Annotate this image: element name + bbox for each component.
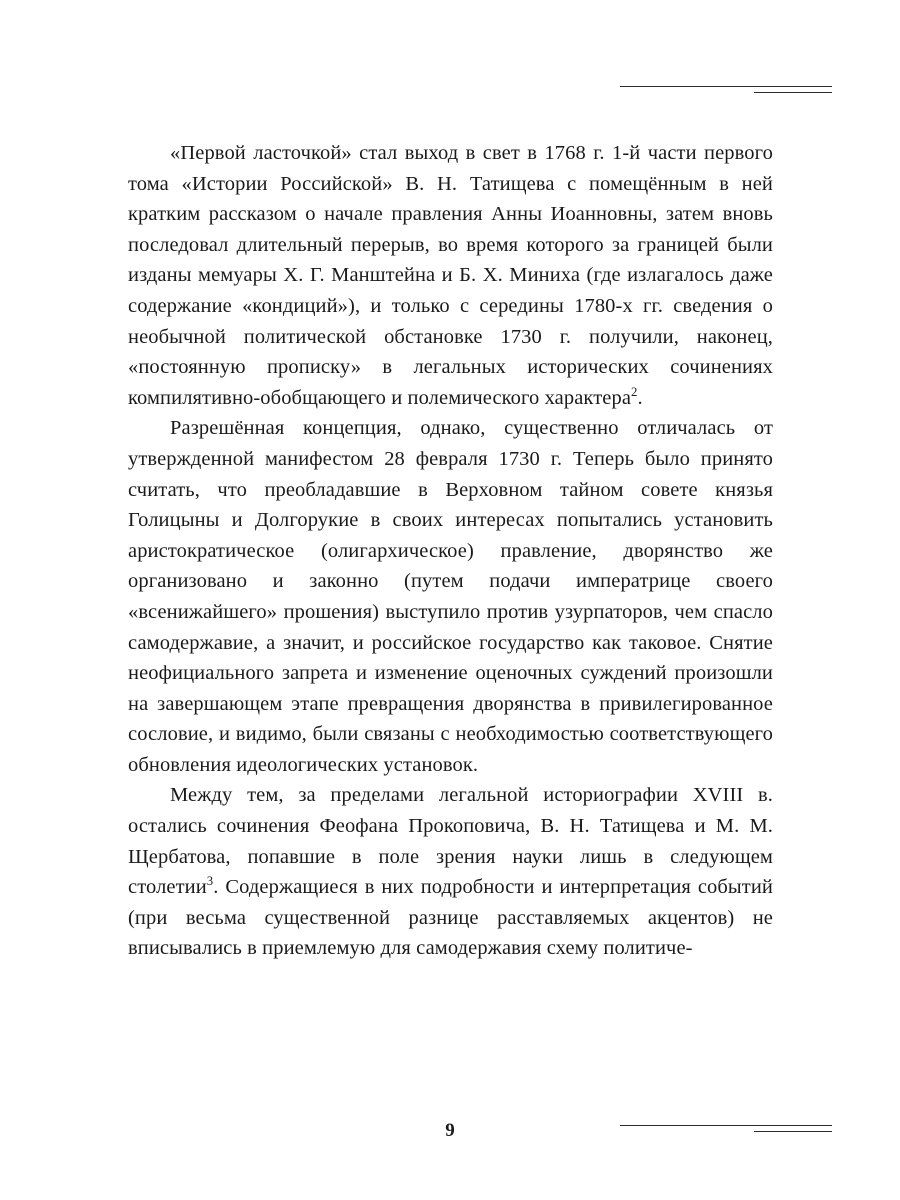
footnote-marker-2: 2 bbox=[631, 384, 638, 399]
paragraph-2-text: Разрешённая концепция, однако, существенно отличалась от утвержденной манифестом 28 февраля 1730 г. Теперь было принято считать, что преобладавшие в Верховном тайном совете князья Голицыны и Долгорукие в своих интересах попытались установить аристократическое (олигархическое) правление, дворянство же организовано и законно (путем подачи императрице своего «всенижайшего» прошения) выступило против узурпаторов, чем спасло самодержавие, а значит, и российское государство как таковое. Снятие неофициального запрета и изменение оценочных суждений произошли на завершающем этапе превращения дворянства в привилегированное сословие, и видимо, были связаны с необходимостью соответствующего обновления идеологических установок. bbox=[128, 417, 773, 776]
paragraph-1-tail: . bbox=[637, 386, 643, 409]
paragraph-3-text: Между тем, за пределами легальной историографии XVIII в. остались сочинения Феофана Прокоповича, В. Н. Татищева и М. М. Щербатова, попавшие в поле зрения науки лишь в следующем столетии bbox=[128, 784, 773, 899]
paragraph-2 bbox=[128, 413, 773, 780]
paragraph-3-tail: . Содержащиеся в них подробности и интерпретация событий (при весьма существенной разнице расставляемых акцентов) не вписывались в приемлемую для самодержавия схему политиче- bbox=[128, 876, 773, 960]
header-rule-long bbox=[620, 86, 832, 87]
paragraph-1-text: «Первой ласточкой» стал выход в свет в 1768 г. 1-й части первого тома «Истории Российской» В. Н. Татищева с помещённым в ней кратким рассказом о начале правления Анны Иоанновны, затем вновь последовал длительный перерыв, во время которого за границей были изданы мемуары Х. Г. Манштейна и Б. Х. Миниха (где излагалось даже содержание «кондиций»), и только с середины 1780-х гг. сведения о необычной политической обстановке 1730 г. получили, наконец, «постоянную прописку» в легальных исторических сочинениях компилятивно-обобщающего и полемического характера bbox=[128, 142, 773, 409]
footer-decorative-rules bbox=[532, 1125, 832, 1132]
footnote-marker-3: 3 bbox=[206, 874, 214, 889]
header-rule-short bbox=[754, 92, 832, 93]
page-body-text bbox=[128, 138, 773, 964]
footer-rule-long bbox=[620, 1125, 832, 1126]
page-number: 9 bbox=[445, 1120, 455, 1141]
header-decorative-rules bbox=[532, 86, 832, 93]
footer-rule-short bbox=[754, 1131, 832, 1132]
paragraph-3 bbox=[128, 780, 773, 964]
paragraph-1 bbox=[128, 138, 773, 413]
